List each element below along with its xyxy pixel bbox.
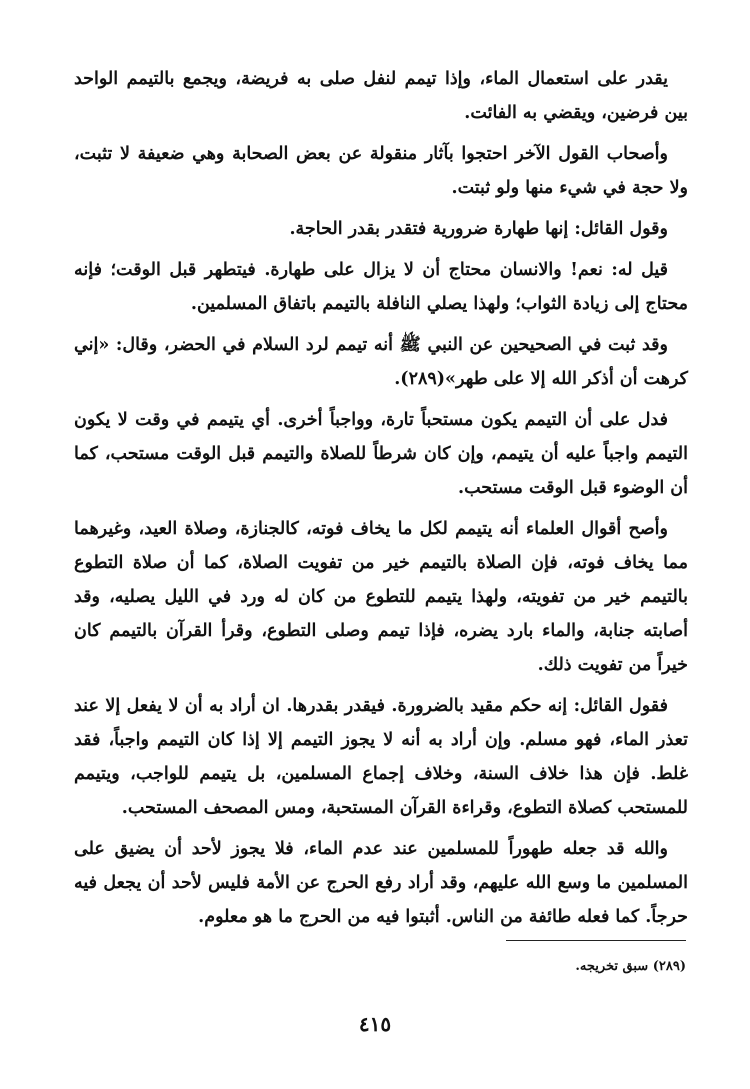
page-number: ٤١٥ xyxy=(358,1012,392,1036)
paragraph: وقول القائل: إنها طهارة ضرورية فتقدر بقدر الحاجة. xyxy=(289,219,668,239)
main-text xyxy=(74,62,688,941)
footnote-divider xyxy=(506,940,686,941)
footnote: (٢٨٩) سبق تخريجه. xyxy=(575,959,686,974)
paragraph: فقول القائل: إنه حكم مقيد بالضرورة. فيقدر بقدرها. ان أراد به أن لا يفعل إلا عند تعذر الماء، فهو مسلم. وإن أراد به أنه لا يجوز التيمم إلا إذا كان التيمم واجباً، فقد غلط. فإن هذا خلاف السنة، وخلاف إجماع المسلمين، بل يتيمم للواجب، ويتيمم للمستحب كصلاة التطوع، وقراءة القرآن المستحبة، ومس المصحف المستحب. xyxy=(74,696,688,818)
paragraph: يقدر على استعمال الماء، وإذا تيمم لنفل صلى به فريضة، ويجمع بالتيمم الواحد بين فرضين، ويقضي به الفائت. xyxy=(74,69,688,123)
paragraph: قيل له: نعم! والانسان محتاج أن لا يزال على طهارة. فيتطهر قبل الوقت؛ فإنه محتاج إلى زيادة الثواب؛ ولهذا يصلي النافلة بالتيمم باتفاق المسلمين. xyxy=(74,260,688,314)
paragraph: وأصح أقوال العلماء أنه يتيمم لكل ما يخاف فوته، كالجنازة، وصلاة العيد، وغيرهما مما يخاف فوته، فإن الصلاة بالتيمم خير من تفويت الصلاة، كما أن صلاة التطوع بالتيمم خير من تفويته، ولهذا يتيمم للتطوع من كان له ورد في الليل يصليه، وقد أصابته جنابة، والماء بارد يضره، فإذا تيمم وصلى التطوع، وقرأ القرآن بالتيمم كان خيراً من تفويت ذلك. xyxy=(74,519,688,675)
paragraph: وأصحاب القول الآخر احتجوا بآثار منقولة عن بعض الصحابة وهي ضعيفة لا تثبت، ولا حجة في شيء منها ولو ثبتت. xyxy=(74,144,688,198)
paragraph: فدل على أن التيمم يكون مستحباً تارة، وواجباً أخرى. أي يتيمم في وقت لا يكون التيمم واجباً عليه أن يتيمم، وإن كان شرطاً للصلاة والتيمم قبل الوقت مستحب، كما أن الوضوء قبل الوقت مستحب. xyxy=(74,410,688,498)
paragraph: والله قد جعله طهوراً للمسلمين عند عدم الماء، فلا يجوز لأحد أن يضيق على المسلمين ما وسع الله عليهم، وقد أراد رفع الحرج عن الأمة فليس لأحد أن يجعل فيه حرجاً. كما فعله طائفة من الناس. أثبتوا فيه من الحرج ما هو معلوم. xyxy=(74,839,688,927)
paragraph: وقد ثبت في الصحيحين عن النبي ﷺ أنه تيمم لرد السلام في الحضر، وقال: «إني كرهت أن أذكر الله إلا على طهر»(٢٨٩). xyxy=(74,335,688,389)
